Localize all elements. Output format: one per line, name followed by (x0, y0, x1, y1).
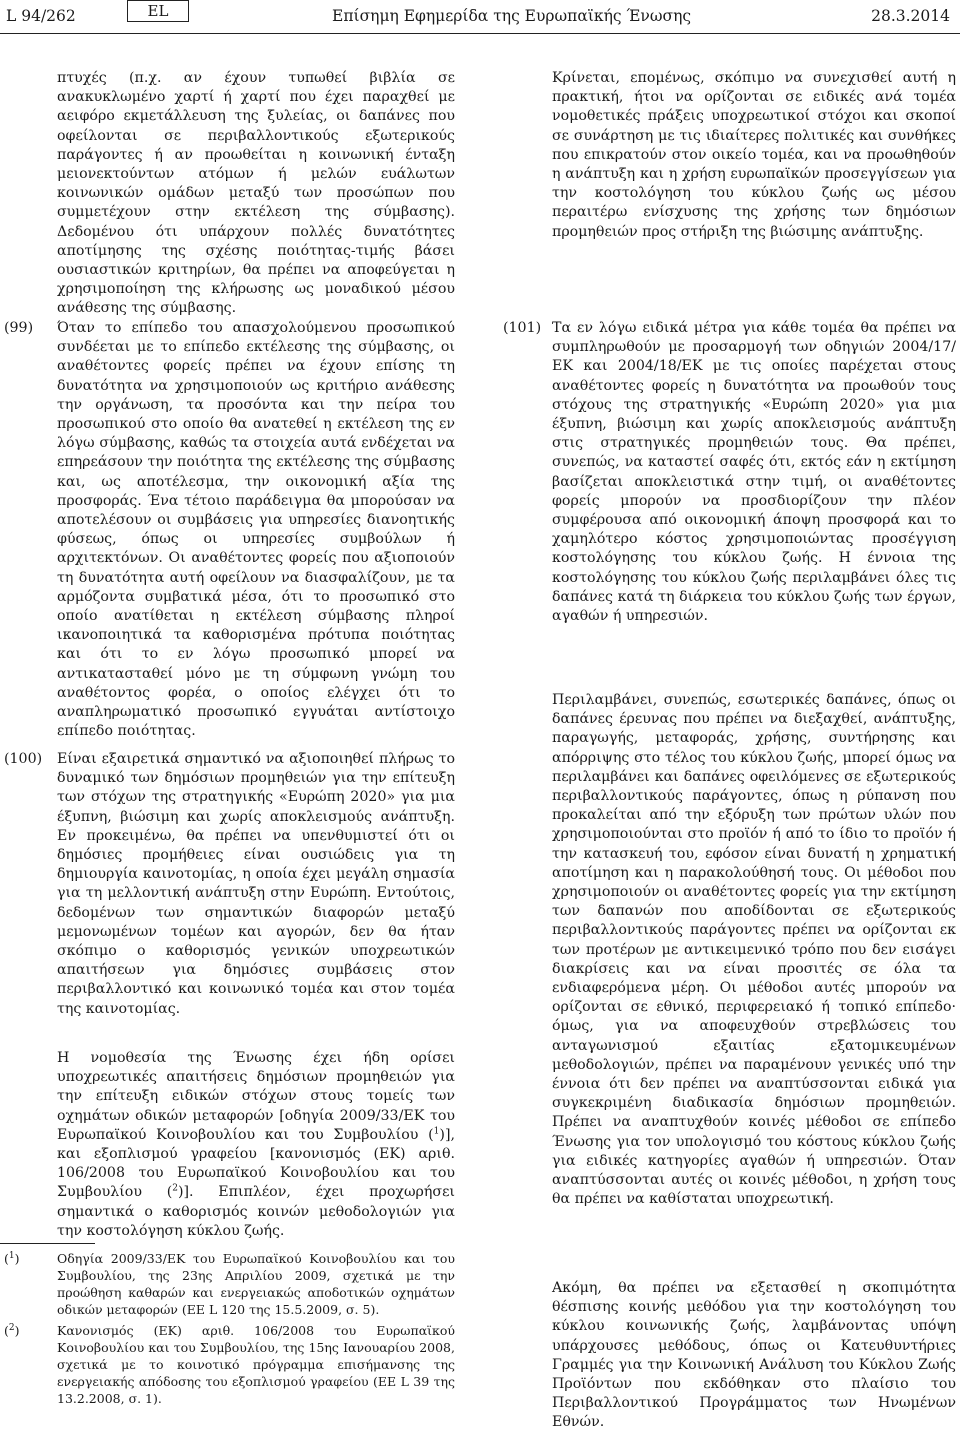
recital-101-second-paragraph: Περιλαμβάνει, συνεπώς, εσωτερικές δαπάνες, όπως οι δαπάνες έρευνας που πρέπει να διεξαχθεί, ανάπτυξης, παραγωγής, μεταφοράς, χρήσης, συντήρησης και απόρριψης στο τέλος του κύκλου ζωής, μπορεί όμως να περιλαμβάνει και δαπάνες οφειλόμενες σε εξωτερικούς περιβαλλοντικούς παράγοντες, όπως η ρύπανση που προκαλείται από την εξόρυξη των πρώτων υλών που χρησιμοποιούνται στο προϊόν ή από το ίδιο το προϊόν ή την κατασκευή του, εφόσον είναι δυνατή η χρηματική αποτίμηση και η παρακολούθησή τους. Οι μέθοδοι που χρησιμοποιούν οι αναθέτοντες φορείς για την εκτίμηση των δαπανών που αποδίδονται σε εξωτερικούς περιβαλλοντικούς παράγοντες πρέπει να ορίζονται εκ των προτέρων με αντικειμενικό τρόπο που δεν εισάγει διακρίσεις και να είναι προσιτές σε όλα τα ενδιαφερόμενα μέρη. Οι μέθοδοι αυτές μπορούν να ορίζονται σε εθνικό, περιφερειακό ή τοπικό επίπεδο· όμως, για να αποφευχθούν στρεβλώσεις του ανταγωνισμού εξαιτίας εξατομικευμένων μεθοδολογιών, πρέπει να παραμένουν γενικές υπό την έννοια ότι δεν πρέπει να αναπτύσσονται ειδικά για συγκεκριμένη διαδικασία δημόσιων προμηθειών. Πρέπει να αναπτυχθούν κοινές μέθοδοι σε επίπεδο Ένωσης για τον υπολογισμό του κόστους κύκλου ζωής για ειδικές κατηγορίες αγαθών ή υπηρεσιών. Όταν αναπτύσσονται αυτές οι κοινές μέθοδοι, η χρήση τους θα πρέπει να καθίσταται υποχρεωτική. (552, 692, 956, 1208)
footnote-2: Κανονισμός (ΕΚ) αριθ. 106/2008 του Ευρωπαϊκού Κοινοβουλίου και του Συμβουλίου, της 15ης Ιανουαρίου 2008, σχετικά με το κοινοτικό πρόγραμμα επισήμανσης της ενεργειακής απόδοσης του εξοπλισμού γραφείου (ΕΕ L 39 της 13.2.2008, σ. 1). (57, 1323, 455, 1406)
footnote-ref-2[interactable]: 2 (172, 1183, 178, 1194)
right-continuation-paragraph: Κρίνεται, επομένως, σκόπιμο να συνεχισθεί αυτή η πρακτική, ήτοι να ορίζονται σε ειδικές ανά τομέα νομοθετικές πράξεις υποχρεωτικοί στόχοι και σκοποί σε συνάρτηση με τις ιδιαίτερες πολιτικές και συνθήκες που επικρατούν στον οικείο τομέα, και να προωθηθούν η ανάπτυξη και η χρήση ευρωπαϊκών προσεγγίσεων για την κοστολόγηση του κύκλου ζωής ως μέσου περαιτέρω ενίσχυσης της χρήσης των δημόσιων προμηθειών προς στήριξη της βιώσιμης ανάπτυξης. (552, 70, 956, 240)
language-code-box: EL (127, 0, 189, 22)
recital-100-text: Είναι εξαιρετικά σημαντικό να αξιοποιηθεί πλήρως το δυναμικό των δημόσιων προμηθειών για την επίτευξη των στόχων της στρατηγικής «Ευρώπη 2020» για μια έξυπνη, βιώσιμη και χωρίς αποκλεισμούς ανάπτυξη. Εν προκειμένω, θα πρέπει να υπενθυμιστεί ότι οι δημόσιες προμήθειες είναι ουσιώδεις για τη δημιουργία καινοτομίας, η οποία έχει μεγάλη σημασία για τη μελλοντική ανάπτυξη στην Ευρώπη. Εντούτοις, δεδομένων των σημαντικών διαφορών μεταξύ μεμονωμένων τομέων και αγορών, δεν θα ήταν σκόπιμο ο καθορισμός γενικών υποχρεωτικών απαιτήσεων για δημόσιες συμβάσεις στον περιβαλλοντικό και κοινωνικό τομέα και στον τομέα της καινοτομίας. (57, 751, 455, 1017)
footnote-1-mark: ($^1$) (4, 1250, 20, 1266)
footnote-ref-1[interactable]: 1 (433, 1126, 440, 1137)
journal-title: Επίσημη Εφημερίδα της Ευρωπαϊκής Ένωσης (332, 7, 692, 25)
recital-101-third-paragraph: Ακόμη, θα πρέπει να εξετασθεί η σκοπιμότητα θέσπισης κοινής μεθόδου για την κοστολόγηση του κύκλου κοινωνικής ζωής, λαμβάνοντας υπόψη υπάρχουσες μεθόδους, όπως οι Κατευθυντήριες Γραμμές για την Κοινωνική Ανάλυση του Κύκλου Ζωής Προϊόντων που εκδόθηκαν στο πλαίσιο του Περιβαλλοντικού Προγράμματος των Ηνωμένων Εθνών. (552, 1280, 956, 1431)
recital-100-second-paragraph: Η νομοθεσία της Ένωσης έχει ήδη ορίσει υποχρεωτικές απαιτήσεις δημόσιων προμηθειών για την επίτευξη ειδικών στόχων στους τομείς των οχημάτων οδικών μεταφορών [οδηγία 2009/33/ΕΚ του Ευρωπαϊκού Κοινοβουλίου και του Συμβουλίου ($^1$)], και εξοπλισμού γραφείου [κανονισμός (ΕΚ) αριθ. 106/2008 του Ευρωπαϊκού Κοινοβουλίου και του Συμβουλίου ($^2$)]. Επιπλέον, έχει προχωρήσει σημαντικά ο καθορισμός κοινών μεθοδολογιών για την κοστολόγηση κύκλου ζωής. (57, 1050, 455, 1239)
header-rule (0, 33, 960, 34)
publication-date: 28.3.2014 (871, 7, 950, 25)
footnote-2-mark: ($^2$) (4, 1322, 20, 1338)
page-reference: L 94/262 (6, 7, 76, 25)
left-continuation-paragraph: πτυχές (π.χ. αν έχουν τυπωθεί βιβλία σε ανακυκλωμένο χαρτί ή χαρτί που έχει παραχθεί με αειφόρο εκμετάλλευση της ξυλείας, οι δαπάνες που οφείλονται σε περιβαλλοντικούς εξωτερικούς παράγοντες ή αν προωθείται η κοινωνική ένταξη μειονεκτούντων ατόμων ή μελών ευάλωτων κοινωνικών ομάδων μεταξύ των προσώπων που συμμετέχουν στην εκτέλεση της σύμβασης). Δεδομένου ότι υπάρχουν πολλές δυνατότητες αποτίμησης της σχέσης ποιότητας-τιμής βάσει ουσιαστικών κριτηρίων, θα πρέπει να αποφεύγεται η χρησιμοποίηση της κλήρωσης ως μοναδικού μέσου ανάθεσης της σύμβασης. (57, 70, 455, 317)
footnote-1: Οδηγία 2009/33/ΕΚ του Ευρωπαϊκού Κοινοβουλίου και του Συμβουλίου, της 23ης Απριλίου 2009, σχετικά με την προώθηση καθαρών και ενεργειακώς αποδοτικών οχημάτων οδικών μεταφορών (ΕΕ L 120 της 15.5.2009, σ. 5). (57, 1251, 455, 1317)
recital-99-text: Όταν το επίπεδο του απασχολούμενου προσωπικού συνδέεται με το επίπεδο εκτέλεσης της σύμβασης, οι αναθέτοντες φορείς πρέπει να έχουν επίσης τη δυνατότητα να χρησιμοποιούν ως κριτήριο ανάθεσης την οργάνωση, τα προσόντα και την πείρα του προσωπικού στο οποίο θα ανατεθεί η εκτέλεση της εν λόγω σύμβασης, καθώς τα στοιχεία αυτά ενδέχεται να επηρεάσουν την ποιότητα της εκτέλεσης της σύμβασης και, ως αποτέλεσμα, την οικονομική αξία της προσφοράς. Ένα τέτοιο παράδειγμα θα μπορούσαν να αποτελέσουν οι συμβάσεις για υπηρεσίες διανοητικής φύσεως, όπως οι υπηρεσίες συμβούλων ή αρχιτεκτόνων. Οι αναθέτοντες φορείς που αξιοποιούν τη δυνατότητα αυτή οφείλουν να διασφαλίζουν, με τα αρμόζοντα συμβατικά μέσα, ότι το προσωπικό στο οποίο ανατίθεται η εκτέλεση σύμβασης πληροί ικανοποιητικά τα καθορισμένα πρότυπα ποιότητας και ότι το εν λόγω προσωπικό μπορεί να αντικατασταθεί μόνο με τη σύμφωνη γνώμη του αναθέτοντος φορέα, ο οποίος ελέγχει ότι το αναπληρωματικό προσωπικό εγγυάται αντίστοιχο επίπεδο ποιότητας. (57, 320, 455, 740)
footnote-separator (0, 1243, 95, 1244)
recital-101-text: Τα εν λόγω ειδικά μέτρα για κάθε τομέα θα πρέπει να συμπληρωθούν με προσαρμογή των οδηγιών 2004/17/ΕΚ και 2004/18/ΕΚ με τις οποίες παρέχεται στους αναθέτοντες φορείς η δυνατότητα να προωθούν τους στόχους της στρατηγικής «Ευρώπη 2020» για μια έξυπνη, βιώσιμη και χωρίς αποκλεισμούς ανάπτυξη στις στρατηγικές προμηθειών τους. Θα πρέπει, συνεπώς, να καταστεί σαφές ότι, εκτός εάν η εκτίμηση βασίζεται αποκλειστικά στην τιμή, οι αναθέτοντες φορείς μπορούν να προσδιορίζουν την πλέον συμφέρουσα από οικονομική άποψη προσφορά και το χαμηλότερο κόστος χρησιμοποιώντας προσέγγιση κοστολόγησης του κύκλου ζωής. Η έννοια της κοστολόγησης του κύκλου ζωής περιλαμβάνει όλες τις δαπάνες κατά τη διάρκεια του κύκλου ζωής των έργων, αγαθών ή υπηρεσιών. (552, 320, 956, 625)
recital-101-number: (101) (503, 320, 542, 336)
recital-100-number: (100) (4, 751, 43, 767)
page-header (0, 0, 960, 34)
recital-99-number: (99) (4, 320, 34, 336)
